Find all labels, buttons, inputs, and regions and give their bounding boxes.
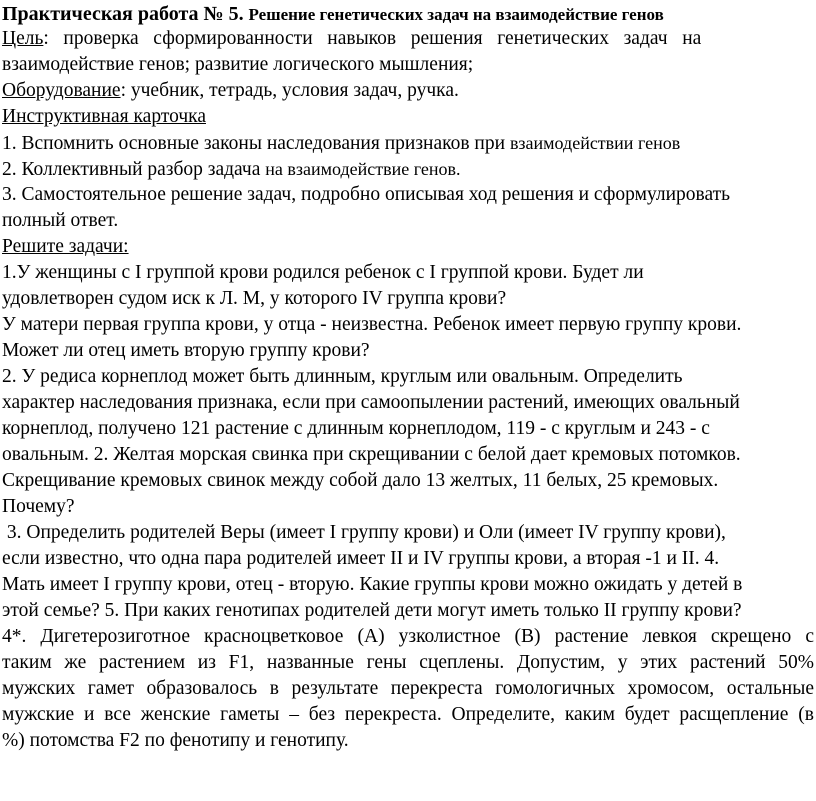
goal-line-1 (2, 26, 814, 52)
instruction-item-1 (2, 130, 814, 156)
task-line: У матери первая группа крови, у отца - неизвестна. Ребенок имеет первую группу крови. (2, 314, 742, 335)
title-main: Практическая работа № 5. (2, 3, 244, 25)
task-line: Может ли отец иметь вторую группу крови? (2, 340, 370, 361)
goal-text-1: : проверка сформированности навыков решения генетических задач на (43, 28, 702, 49)
equipment-label: Оборудование (2, 80, 121, 101)
instruction-item-2 (2, 156, 814, 182)
instruction-item-1-tail: взаимодействии генов (509, 133, 681, 153)
instruction-item-2-text: 2. Коллективный разбор задача (2, 159, 266, 180)
task-line: Скрещивание кремовых свинок между собой дало 13 желтых, 11 белых, 25 кремовых. (2, 470, 719, 491)
goal-label: Цель (2, 28, 44, 49)
task-line: корнеплод, получено 121 растение с длинным корнеплодом, 119 - с круглым и 243 - с (2, 418, 710, 439)
task-line: Почему? (2, 496, 75, 517)
task-line: характер наследования признака, если при самоопылении растений, имеющих овальный (2, 392, 740, 413)
task-line: этой семье? 5. При каких генотипах родителей дети могут иметь только II группу крови? (2, 600, 742, 621)
task-line: Мать имеет I группу крови, отец - вторую. Какие группы крови можно ожидать у детей в (2, 574, 743, 595)
tasks-heading: Решите задачи: (2, 236, 129, 257)
instruction-item-3-line-1: 3. Самостоятельное решение задач, подробно описывая ход решения и сформулировать (2, 184, 731, 205)
goal-line-2: взаимодействие генов; развитие логического мышления; (2, 54, 474, 75)
task-line: 2. У редиса корнеплод может быть длинным, круглым или овальным. Определить (2, 366, 683, 387)
equipment-line (2, 78, 814, 104)
task-justified-line: мужских гамет образовалось в результате перекреста гомологичных хромосом, остальные (2, 678, 814, 699)
task-line: удовлетворен судом иск к Л. М, у которого IV группа крови? (2, 288, 507, 309)
task-justified-line: таким же растением из F1, названные гены сцеплены. Допустим, у этих растений 50% (2, 652, 814, 673)
instruction-item-2-tail: на взаимодействие генов. (265, 159, 461, 179)
task-justified-line: 4*. Дигетерозиготное красноцветковое (А) узколистное (В) растение левкоя скрещено с (2, 626, 814, 647)
task-line: овальным. 2. Желтая морская свинка при скрещивании с белой дает кремовых потомков. (2, 444, 741, 465)
instruction-item-3-line-2: полный ответ. (2, 210, 119, 231)
instruction-item-1-text: 1. Вспомнить основные законы наследования признаков при (2, 133, 510, 154)
title-subtitle: Решение генетических задач на взаимодействие генов (248, 5, 664, 24)
task-last-line: %) потомства F2 по фенотипу и генотипу. (2, 730, 349, 751)
tasks-body (2, 260, 814, 754)
equipment-text: : учебник, тетрадь, условия задач, ручка. (120, 80, 459, 101)
task-line: 1.У женщины с I группой крови родился ребенок с I группой крови. Будет ли (2, 262, 644, 283)
task-line: если известно, что одна пара родителей имеет II и IV группы крови, а вторая -1 и II. 4. (2, 548, 720, 569)
task-justified-line: мужские и все женские гаметы – без перекреста. Определите, каким будет расщепление (в (2, 704, 814, 725)
document-title (2, 2, 814, 26)
instruction-heading: Инструктивная карточка (2, 106, 206, 127)
task-line: 3. Определить родителей Веры (имеет I группу крови) и Оли (имеет IV группу крови), (2, 522, 726, 543)
